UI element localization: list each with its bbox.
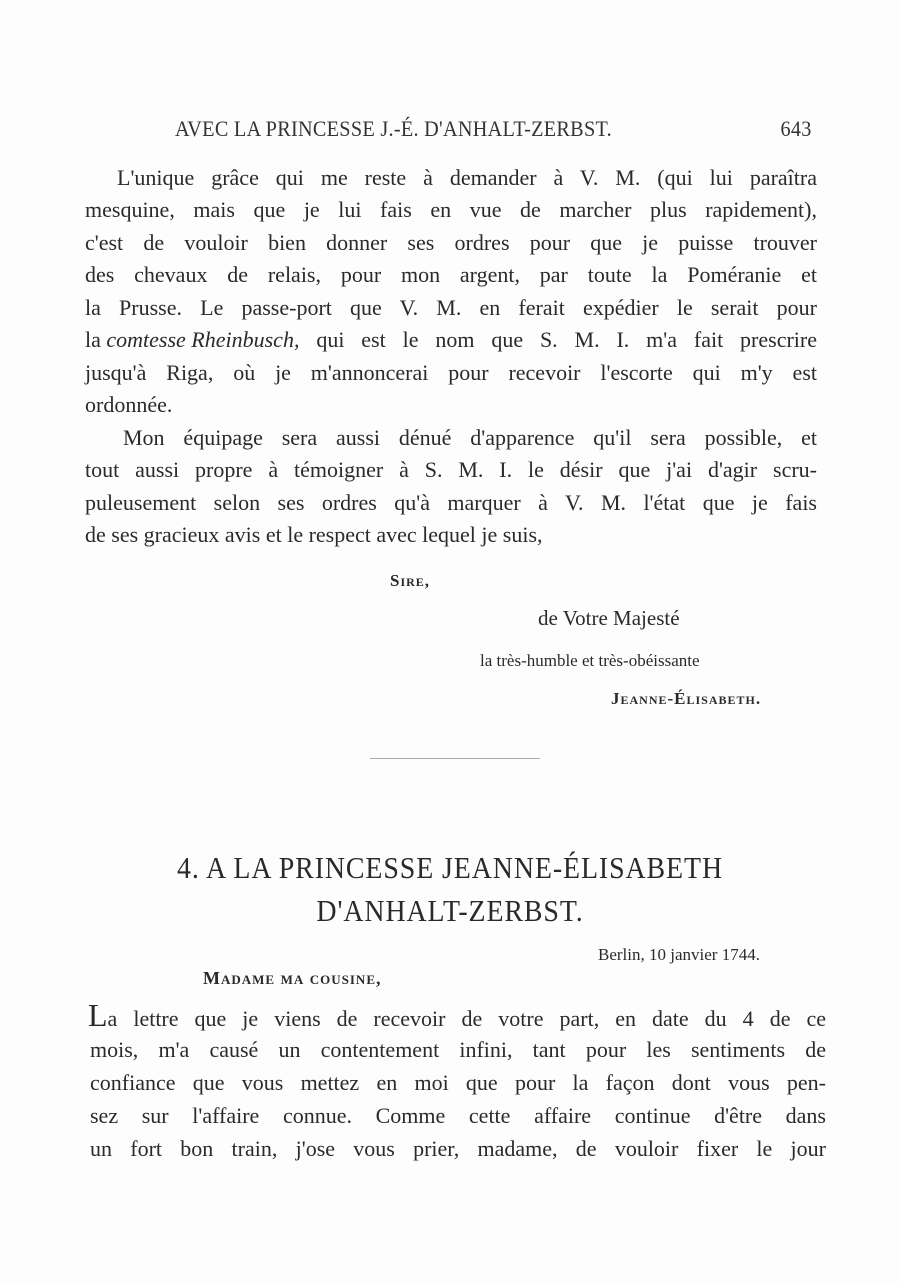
closing-humble: la très-humble et très-obéissante	[480, 651, 700, 670]
page-number: 643	[780, 116, 812, 141]
text-line: jusqu'à Riga, où je m'annoncerai pour recevoir l'escorte qui m'y est	[85, 360, 817, 385]
text-line: ordonnée.	[85, 392, 173, 417]
text-line	[88, 997, 826, 1034]
text-line: confiance que vous mettez en moi que pour la façon dont vous pen-	[90, 1070, 826, 1095]
text-line: la Prusse. Le passe-port que V. M. en ferait expédier le serait pour	[85, 295, 817, 320]
signature: Jeanne-Élisabeth.	[611, 689, 762, 708]
text-line: c'est de vouloir bien donner ses ordres pour que je puisse trouver	[85, 230, 817, 255]
text-line	[85, 325, 817, 355]
text-segment: la	[85, 327, 107, 352]
text-line: un fort bon train, j'ose vous prier, madame, de vouloir fixer le jour	[90, 1136, 826, 1161]
text-segment: a lettre que je viens de recevoir de votre part, en date du 4 de ce	[107, 1006, 826, 1031]
text-line: L'unique grâce qui me reste à demander à V. M. (qui lui paraîtra	[117, 165, 817, 190]
letter-heading-line1: 4. A LA PRINCESSE JEANNE-ÉLISABETH	[176, 850, 723, 885]
text-line: sez sur l'affaire connue. Comme cette affaire continue d'être dans	[90, 1103, 826, 1128]
closing-majesty: de Votre Majesté	[538, 606, 680, 630]
drop-cap: L	[88, 997, 108, 1033]
section-divider	[370, 758, 540, 759]
text-line: Mon équipage sera aussi dénué d'apparence qu'il sera possible, et	[123, 425, 817, 450]
running-head-title: AVEC LA PRINCESSE J.-É. D'ANHALT-ZERBST.	[175, 116, 612, 141]
dateline: Berlin, 10 janvier 1744.	[598, 945, 760, 964]
salutation-sire: Sire,	[390, 571, 431, 590]
text-line: mois, m'a causé un contentement infini, tant pour les sentiments de	[90, 1037, 826, 1062]
text-line: tout aussi propre à témoigner à S. M. I. le désir que j'ai d'agir scru-	[85, 457, 817, 482]
text-segment: qui est le nom que S. M. I. m'a fait prescrire	[299, 327, 817, 352]
text-line: de ses gracieux avis et le respect avec lequel je suis,	[85, 522, 543, 547]
text-line: mesquine, mais que je lui fais en vue de marcher plus rapidement),	[85, 197, 817, 222]
text-line: des chevaux de relais, pour mon argent, par toute la Poméranie et	[85, 262, 817, 287]
letter-heading-line2: D'ANHALT-ZERBST.	[316, 893, 584, 928]
text-line: puleusement selon ses ordres qu'à marquer à V. M. l'état que je fais	[85, 490, 817, 515]
italic-name: comtesse Rheinbusch,	[106, 327, 300, 352]
salutation-madame: Madame ma cousine,	[203, 968, 382, 988]
